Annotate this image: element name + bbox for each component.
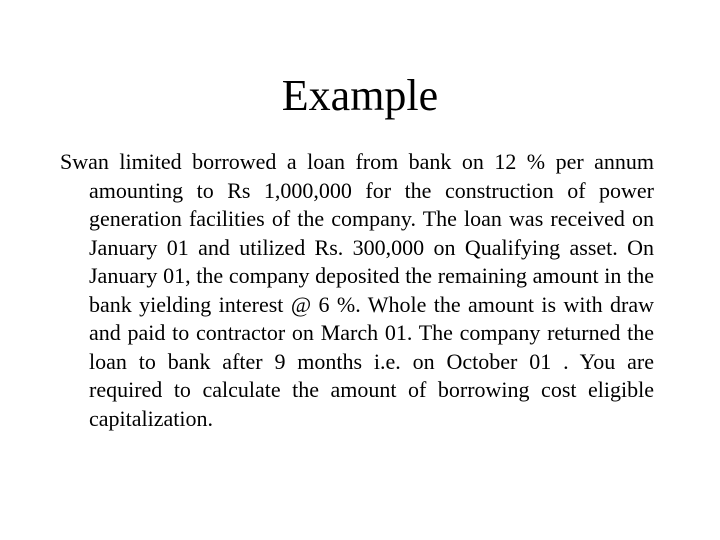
slide-title: Example bbox=[281, 71, 439, 120]
slide-body-text: Swan limited borrowed a loan from bank on 12 % per annum amounting to Rs 1,000,000 for the construction of power generation facilities of the company. The loan was received on January 01 and utilized Rs. 300,000 on Qualifying asset. On January 01, the company deposited the remaining amount in the bank yielding interest @ 6 %. Whole the amount is with draw and paid to contractor on March 01. The company returned the loan to bank after 9 months i.e. on October 01 . You are required to calculate the amount of borrowing cost eligible capitalization. bbox=[60, 149, 654, 431]
